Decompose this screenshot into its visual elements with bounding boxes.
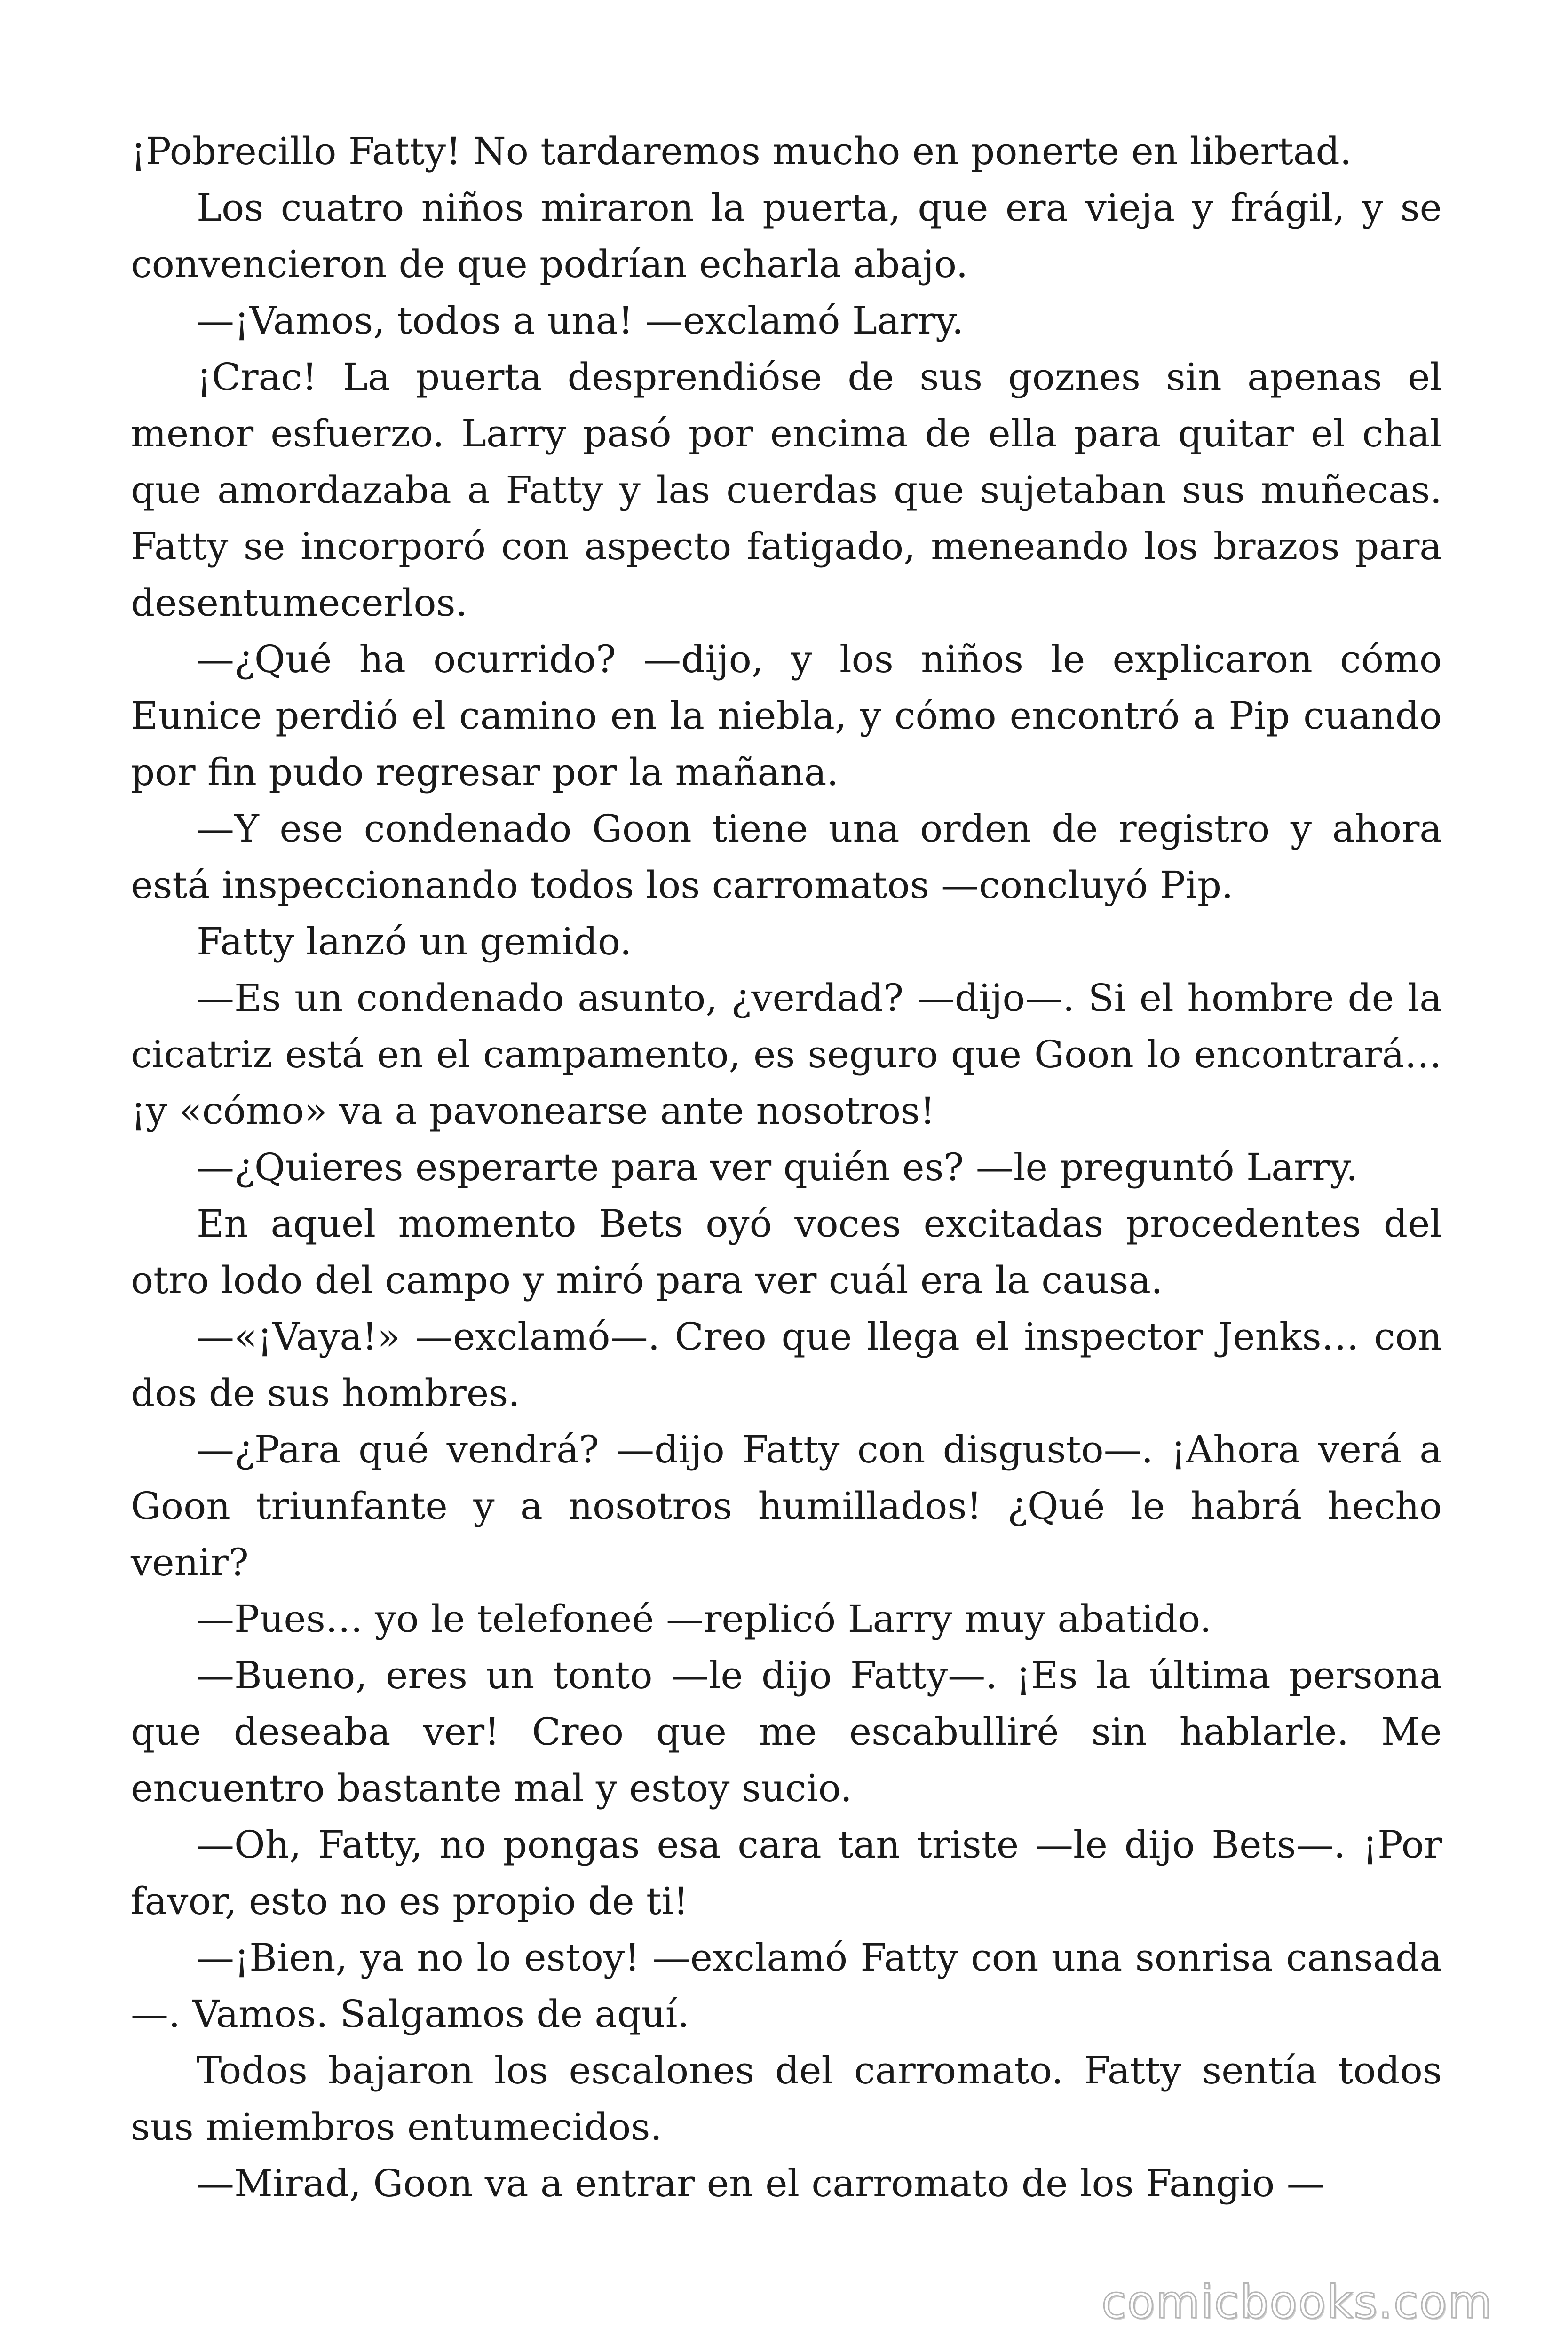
- page-text: [131, 123, 1442, 2212]
- paragraph: —«¡Vaya!» —exclamó—. Creo que llega el inspector Jenks… con dos de sus hombres.: [131, 1315, 1442, 1415]
- paragraph: —Es un condenado asunto, ¿verdad? —dijo—. Si el hombre de la cicatriz está en el campamento, es seguro que Goon lo encontrará… ¡y «cómo» va a pavonearse ante nosotros!: [131, 976, 1442, 1133]
- paragraph: —Bueno, eres un tonto —le dijo Fatty—. ¡Es la última persona que deseaba ver! Creo que me escabulliré sin hablarle. Me encuentro bastante mal y estoy sucio.: [131, 1653, 1442, 1810]
- paragraph: —¿Quieres esperarte para ver quién es? —le preguntó Larry.: [197, 1145, 1358, 1189]
- paragraph: Todos bajaron los escalones del carromato. Fatty sentía todos sus miembros entumecidos.: [131, 2049, 1442, 2149]
- paragraph: —Pues… yo le telefoneé —replicó Larry muy abatido.: [197, 1597, 1212, 1641]
- paragraph: ¡Pobrecillo Fatty! No tardaremos mucho en ponerte en libertad.: [131, 129, 1352, 173]
- paragraph: —¡Vamos, todos a una! —exclamó Larry.: [197, 299, 964, 342]
- watermark-text: comicbooks.com: [1101, 2276, 1493, 2328]
- paragraph: Los cuatro niños miraron la puerta, que era vieja y frágil, y se convencieron de que podrían echarla abajo.: [131, 186, 1442, 286]
- paragraph: Fatty lanzó un gemido.: [197, 920, 632, 963]
- paragraph: —¿Para qué vendrá? —dijo Fatty con disgusto—. ¡Ahora verá a Goon triunfante y a nosotros humillados! ¿Qué le habrá hecho venir?: [131, 1428, 1442, 1584]
- paragraph: En aquel momento Bets oyó voces excitadas procedentes del otro lodo del campo y miró para ver cuál era la causa.: [131, 1202, 1442, 1302]
- paragraph: —Y ese condenado Goon tiene una orden de registro y ahora está inspeccionando todos los carromatos —concluyó Pip.: [131, 807, 1442, 907]
- paragraph: —Mirad, Goon va a entrar en el carromato de los Fangio —: [197, 2161, 1324, 2205]
- paragraph: ¡Crac! La puerta desprendióse de sus goznes sin apenas el menor esfuerzo. Larry pasó por encima de ella para quitar el chal que amordazaba a Fatty y las cuerdas que sujetaban sus muñecas. Fatty se incorporó con aspecto fatigado, meneando los brazos para desentumecerlos.: [131, 355, 1442, 625]
- paragraph: —¡Bien, ya no lo estoy! —exclamó Fatty con una sonrisa cansada—. Vamos. Salgamos de aquí.: [131, 1936, 1442, 2036]
- paragraph: —¿Qué ha ocurrido? —dijo, y los niños le explicaron cómo Eunice perdió el camino en la niebla, y cómo encontró a Pip cuando por fin pudo regresar por la mañana.: [131, 637, 1442, 794]
- paragraph: —Oh, Fatty, no pongas esa cara tan triste —le dijo Bets—. ¡Por favor, esto no es propio de ti!: [131, 1823, 1442, 1923]
